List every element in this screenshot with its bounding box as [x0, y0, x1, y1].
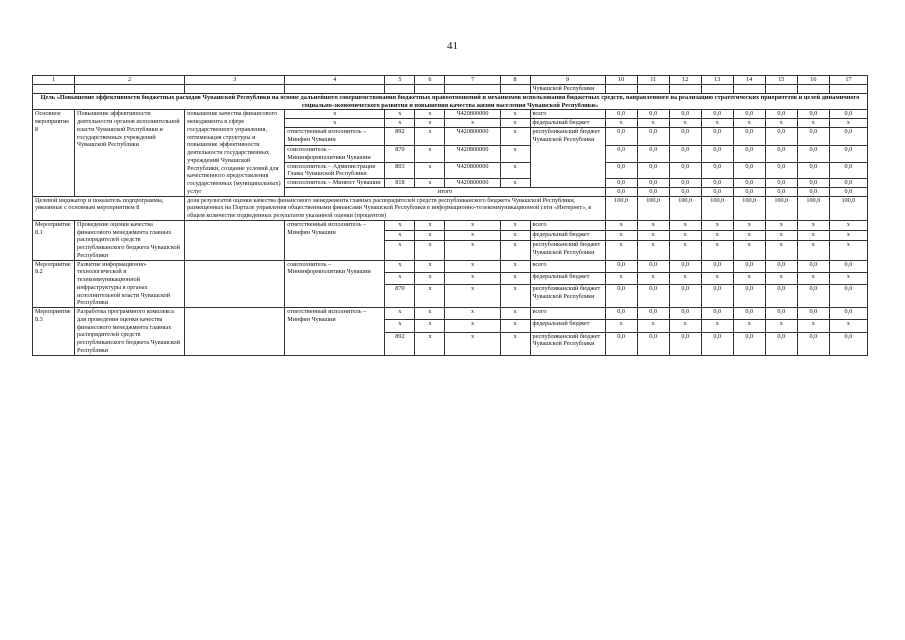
value-cell: 0,0: [797, 127, 829, 145]
value-cell: х: [797, 119, 829, 128]
value-cell: 0,0: [797, 110, 829, 119]
value-cell: 0,0: [733, 308, 765, 320]
empty-cell: [797, 85, 829, 94]
sub-activity-row: [33, 308, 868, 320]
total-label: итого: [285, 187, 605, 196]
funding-source: республиканский бюджет Чувашской Республики: [530, 241, 605, 260]
value-cell: 0,0: [701, 162, 733, 179]
funding-source: всего: [530, 260, 605, 272]
sub-activity-row: [33, 220, 868, 230]
vr-code: х: [500, 179, 530, 188]
rz-code: х: [415, 320, 445, 332]
activity-name: Повышение эффективности деятельности органов исполнительной власти Чувашской Республики и государственных учреждений Чувашской Республики: [75, 110, 185, 196]
value-cell: 0,0: [637, 162, 669, 179]
value-cell: 0,0: [797, 146, 829, 163]
value-cell: 0,0: [637, 308, 669, 320]
value-cell: 100,0: [637, 196, 669, 220]
column-number: 6: [415, 76, 445, 85]
value-cell: 0,0: [701, 110, 733, 119]
value-cell: 0,0: [637, 110, 669, 119]
value-cell: 0,0: [797, 260, 829, 272]
csr-code: х: [445, 231, 500, 241]
rz-code: х: [415, 308, 445, 320]
vr-code: х: [500, 272, 530, 284]
rz-code: х: [415, 285, 445, 308]
empty-cell: [185, 85, 285, 94]
value-cell: 0,0: [669, 146, 701, 163]
value-cell: х: [765, 220, 797, 230]
grbs-code: х: [385, 110, 415, 119]
value-cell: 0,0: [765, 162, 797, 179]
activity-label: Мероприятие 8.3: [33, 308, 75, 356]
value-cell: х: [797, 220, 829, 230]
rz-code: х: [415, 146, 445, 163]
value-cell: 0,0: [829, 308, 867, 320]
value-cell: 0,0: [605, 127, 637, 145]
column-number: 2: [75, 76, 185, 85]
rz-code: х: [415, 220, 445, 230]
value-cell: 0,0: [829, 332, 867, 355]
value-cell: х: [605, 220, 637, 230]
value-cell: х: [637, 220, 669, 230]
empty-cell: [765, 85, 797, 94]
vr-code: х: [500, 260, 530, 272]
value-cell: 0,0: [669, 260, 701, 272]
empty-cell: [185, 308, 285, 356]
rz-code: х: [415, 110, 445, 119]
funding-source: федеральный бюджет: [530, 231, 605, 241]
value-cell: 0,0: [669, 179, 701, 188]
value-cell: х: [669, 272, 701, 284]
executor: х: [285, 110, 385, 119]
empty-cell: [605, 85, 637, 94]
grbs-code: 818: [385, 179, 415, 188]
executor: соисполнитель – Администрация Главы Чувашской Республики: [285, 162, 385, 179]
empty-cell: [701, 85, 733, 94]
value-cell: 0,0: [797, 285, 829, 308]
value-cell: 0,0: [829, 179, 867, 188]
value-cell: 0,0: [605, 285, 637, 308]
activity-label: Мероприятие 8.2: [33, 260, 75, 308]
value-cell: х: [797, 272, 829, 284]
value-cell: х: [797, 320, 829, 332]
value-cell: 0,0: [637, 285, 669, 308]
grbs-code: 892: [385, 332, 415, 355]
grbs-code: 892: [385, 127, 415, 145]
value-cell: х: [829, 119, 867, 128]
value-cell: 0,0: [605, 162, 637, 179]
rz-code: х: [415, 179, 445, 188]
value-cell: 0,0: [669, 308, 701, 320]
sub-activity-row: [33, 260, 868, 272]
value-cell: 0,0: [765, 187, 797, 196]
empty-cell: [33, 85, 75, 94]
column-number: 4: [285, 76, 385, 85]
value-cell: х: [637, 241, 669, 260]
value-cell: 0,0: [829, 260, 867, 272]
vr-code: х: [500, 285, 530, 308]
column-number: 5: [385, 76, 415, 85]
grbs-code: 803: [385, 162, 415, 179]
value-cell: 0,0: [733, 187, 765, 196]
value-cell: 0,0: [605, 179, 637, 188]
value-cell: 0,0: [765, 260, 797, 272]
value-cell: 0,0: [733, 146, 765, 163]
grbs-code: 870: [385, 146, 415, 163]
value-cell: 0,0: [829, 110, 867, 119]
value-cell: 0,0: [637, 187, 669, 196]
value-cell: 100,0: [797, 196, 829, 220]
value-cell: х: [669, 220, 701, 230]
value-cell: х: [765, 231, 797, 241]
value-cell: 0,0: [669, 332, 701, 355]
value-cell: 0,0: [701, 285, 733, 308]
grbs-code: х: [385, 241, 415, 260]
column-number: 9: [530, 76, 605, 85]
grbs-code: 870: [385, 285, 415, 308]
empty-cell: [75, 85, 185, 94]
value-cell: 0,0: [605, 146, 637, 163]
value-cell: х: [733, 231, 765, 241]
value-cell: 0,0: [765, 110, 797, 119]
value-cell: 0,0: [605, 187, 637, 196]
executor: соисполнитель – Мининформполитики Чувашии: [285, 260, 385, 308]
value-cell: х: [637, 272, 669, 284]
value-cell: 0,0: [765, 308, 797, 320]
empty-cell: [637, 85, 669, 94]
value-cell: х: [829, 231, 867, 241]
header-row: [33, 76, 868, 85]
value-cell: х: [701, 220, 733, 230]
value-cell: х: [797, 231, 829, 241]
csr-code: Ч420800000: [445, 127, 500, 145]
value-cell: х: [605, 272, 637, 284]
empty-cell: [415, 85, 445, 94]
funding-source: республиканский бюджет Чувашской Республики: [530, 285, 605, 308]
value-cell: х: [637, 231, 669, 241]
value-cell: 100,0: [701, 196, 733, 220]
empty-cell: [185, 220, 285, 260]
empty-cell: [385, 85, 415, 94]
value-cell: х: [733, 320, 765, 332]
funding-source: федеральный бюджет: [530, 320, 605, 332]
empty-cell: [185, 260, 285, 308]
value-cell: х: [733, 272, 765, 284]
value-cell: х: [829, 241, 867, 260]
grbs-code: х: [385, 231, 415, 241]
value-cell: 0,0: [765, 179, 797, 188]
funding-source: всего: [530, 308, 605, 320]
funding-source: всего: [530, 110, 605, 119]
value-cell: х: [669, 119, 701, 128]
column-number: 8: [500, 76, 530, 85]
value-cell: 0,0: [829, 127, 867, 145]
executor: соисполнитель – Минюст Чувашии: [285, 179, 385, 188]
rz-code: х: [415, 231, 445, 241]
value-cell: 0,0: [701, 308, 733, 320]
value-cell: 0,0: [701, 260, 733, 272]
value-cell: х: [669, 241, 701, 260]
column-number: 14: [733, 76, 765, 85]
value-cell: 0,0: [701, 179, 733, 188]
vr-code: х: [500, 332, 530, 355]
activity-label: Основное мероприятие 8: [33, 110, 75, 196]
value-cell: 0,0: [605, 308, 637, 320]
value-cell: х: [605, 241, 637, 260]
csr-code: х: [445, 220, 500, 230]
value-cell: 0,0: [733, 110, 765, 119]
value-cell: 100,0: [733, 196, 765, 220]
value-cell: 0,0: [733, 332, 765, 355]
value-cell: 0,0: [797, 308, 829, 320]
activity-8-row: [33, 110, 868, 119]
column-number: 10: [605, 76, 637, 85]
page-number: 41: [447, 40, 458, 52]
value-cell: 0,0: [669, 110, 701, 119]
value-cell: 0,0: [733, 179, 765, 188]
vr-code: х: [500, 320, 530, 332]
activity-name: Разработка программного комплекса для проведения оценки качества финансового менеджмента главных распорядителей средств республиканского бюджета Чувашской Республики: [75, 308, 185, 356]
grbs-code: х: [385, 308, 415, 320]
column-number: 15: [765, 76, 797, 85]
value-cell: х: [797, 241, 829, 260]
column-number: 11: [637, 76, 669, 85]
value-cell: 0,0: [669, 187, 701, 196]
vr-code: х: [500, 308, 530, 320]
empty-cell: [445, 85, 500, 94]
csr-code: х: [445, 332, 500, 355]
csr-code: х: [445, 119, 500, 128]
executor: ответственный исполнитель – Минфин Чувашии: [285, 127, 385, 145]
column-number: 1: [33, 76, 75, 85]
empty-cell: [733, 85, 765, 94]
executor: ответственный исполнитель – Минфин Чувашии: [285, 220, 385, 260]
value-cell: 0,0: [733, 285, 765, 308]
activity-label: Мероприятие 8.1: [33, 220, 75, 260]
value-cell: 0,0: [701, 146, 733, 163]
empty-cell: [829, 85, 867, 94]
rz-code: х: [415, 241, 445, 260]
column-number: 7: [445, 76, 500, 85]
funding-source: федеральный бюджет: [530, 119, 605, 128]
rz-code: х: [415, 162, 445, 179]
value-cell: 0,0: [605, 260, 637, 272]
value-cell: 0,0: [829, 162, 867, 179]
value-cell: 0,0: [829, 187, 867, 196]
value-cell: 0,0: [765, 127, 797, 145]
executor: соисполнитель – Мининформполитики Чувашии: [285, 146, 385, 163]
rz-code: х: [415, 272, 445, 284]
value-cell: 100,0: [765, 196, 797, 220]
value-cell: 0,0: [669, 127, 701, 145]
value-cell: 0,0: [701, 332, 733, 355]
goal-row: [33, 93, 868, 110]
value-cell: 0,0: [797, 332, 829, 355]
value-cell: 0,0: [797, 162, 829, 179]
goal-text: Цель «Повышение эффективности бюджетных расходов Чувашской Республики на основе дальнейшего совершенствования бюджетных правоотношений и механизмов использования бюджетных средств, направленного на реализацию стратегических приоритетов и целей динамичного социально-экономического развития и повышения качества жизни населения Чувашской Республики»: [33, 93, 868, 110]
value-cell: х: [829, 320, 867, 332]
vr-code: х: [500, 110, 530, 119]
value-cell: 0,0: [637, 260, 669, 272]
funding-source: республиканский бюджет Чувашской Республики: [530, 127, 605, 187]
csr-code: Ч420800000: [445, 179, 500, 188]
column-number: 16: [797, 76, 829, 85]
value-cell: 100,0: [605, 196, 637, 220]
value-cell: 0,0: [765, 332, 797, 355]
continuation-row: [33, 85, 868, 94]
value-cell: х: [637, 320, 669, 332]
csr-code: х: [445, 308, 500, 320]
csr-code: Ч420800000: [445, 146, 500, 163]
value-cell: 0,0: [637, 332, 669, 355]
value-cell: 100,0: [669, 196, 701, 220]
value-cell: х: [701, 241, 733, 260]
value-cell: 0,0: [765, 146, 797, 163]
value-cell: 0,0: [605, 110, 637, 119]
vr-code: х: [500, 162, 530, 179]
value-cell: 0,0: [797, 179, 829, 188]
value-cell: 100,0: [829, 196, 867, 220]
executor: х: [285, 119, 385, 128]
vr-code: х: [500, 231, 530, 241]
value-cell: 0,0: [669, 162, 701, 179]
activity-goal: повышение качества финансового менеджмента в сфере государственного управления, оптимизация структуры и повышение эффективности деятельности государственных учреждений Чувашской Республики, создание условий для качественного предоставления государственных (муниципальных) услуг: [185, 110, 285, 196]
value-cell: 0,0: [733, 260, 765, 272]
value-cell: х: [669, 320, 701, 332]
empty-cell: [500, 85, 530, 94]
csr-code: х: [445, 260, 500, 272]
value-cell: 0,0: [765, 285, 797, 308]
value-cell: х: [829, 220, 867, 230]
rz-code: х: [415, 260, 445, 272]
column-number: 17: [829, 76, 867, 85]
grbs-code: х: [385, 119, 415, 128]
value-cell: х: [701, 320, 733, 332]
indicator-label: Целевой индикатор и показатель подпрограммы, увязанные с основным мероприятием 8: [33, 196, 185, 220]
activity-name: Проведение оценки качества финансового менеджмента главных распорядителей средств республиканского бюджета Чувашской Республики: [75, 220, 185, 260]
csr-code: Ч420800000: [445, 110, 500, 119]
value-cell: х: [637, 119, 669, 128]
source-cell: Чувашской Республики: [530, 85, 605, 94]
value-cell: х: [605, 320, 637, 332]
value-cell: х: [605, 119, 637, 128]
value-cell: х: [701, 272, 733, 284]
vr-code: х: [500, 241, 530, 260]
empty-cell: [669, 85, 701, 94]
value-cell: х: [701, 231, 733, 241]
value-cell: х: [765, 119, 797, 128]
vr-code: х: [500, 119, 530, 128]
value-cell: 0,0: [829, 285, 867, 308]
value-cell: х: [733, 241, 765, 260]
column-number: 13: [701, 76, 733, 85]
column-number: 3: [185, 76, 285, 85]
funding-source: федеральный бюджет: [530, 272, 605, 284]
value-cell: 0,0: [637, 127, 669, 145]
grbs-code: х: [385, 320, 415, 332]
funding-source: всего: [530, 220, 605, 230]
csr-code: х: [445, 272, 500, 284]
value-cell: х: [765, 320, 797, 332]
grbs-code: х: [385, 220, 415, 230]
value-cell: 0,0: [829, 146, 867, 163]
vr-code: х: [500, 146, 530, 163]
value-cell: 0,0: [701, 127, 733, 145]
executor: ответственный исполнитель – Минфин Чувашии: [285, 308, 385, 356]
value-cell: х: [829, 272, 867, 284]
rz-code: х: [415, 119, 445, 128]
rz-code: х: [415, 332, 445, 355]
value-cell: х: [605, 231, 637, 241]
value-cell: 0,0: [701, 187, 733, 196]
value-cell: х: [701, 119, 733, 128]
value-cell: 0,0: [733, 127, 765, 145]
value-cell: 0,0: [733, 162, 765, 179]
empty-cell: [285, 85, 385, 94]
csr-code: Ч420800000: [445, 162, 500, 179]
value-cell: х: [765, 241, 797, 260]
value-cell: 0,0: [637, 179, 669, 188]
budget-table: [32, 75, 868, 356]
value-cell: 0,0: [669, 285, 701, 308]
value-cell: х: [733, 220, 765, 230]
grbs-code: х: [385, 272, 415, 284]
csr-code: х: [445, 285, 500, 308]
value-cell: 0,0: [797, 187, 829, 196]
column-number: 12: [669, 76, 701, 85]
value-cell: х: [765, 272, 797, 284]
csr-code: х: [445, 320, 500, 332]
vr-code: х: [500, 220, 530, 230]
value-cell: 0,0: [605, 332, 637, 355]
value-cell: х: [733, 119, 765, 128]
funding-source: республиканский бюджет Чувашской Республики: [530, 332, 605, 355]
value-cell: х: [669, 231, 701, 241]
indicator-row: [33, 196, 868, 220]
grbs-code: х: [385, 260, 415, 272]
csr-code: х: [445, 241, 500, 260]
indicator-text: доля результатов оценки качества финансового менеджмента главных распорядителей средств республиканского бюджета Чувашской Республики, размещенных на Портале управления общественными финансами Чувашской Республики в информационно-телекоммуникационной сети «Интернет», в общем количестве подведенных результатов указанной оценки (процентов): [185, 196, 605, 220]
vr-code: х: [500, 127, 530, 145]
activity-name: Развитие информационно-технологической и телекоммуникационной инфраструктуры в органах исполнительной власти Чувашской Республики: [75, 260, 185, 308]
value-cell: 0,0: [637, 146, 669, 163]
rz-code: х: [415, 127, 445, 145]
